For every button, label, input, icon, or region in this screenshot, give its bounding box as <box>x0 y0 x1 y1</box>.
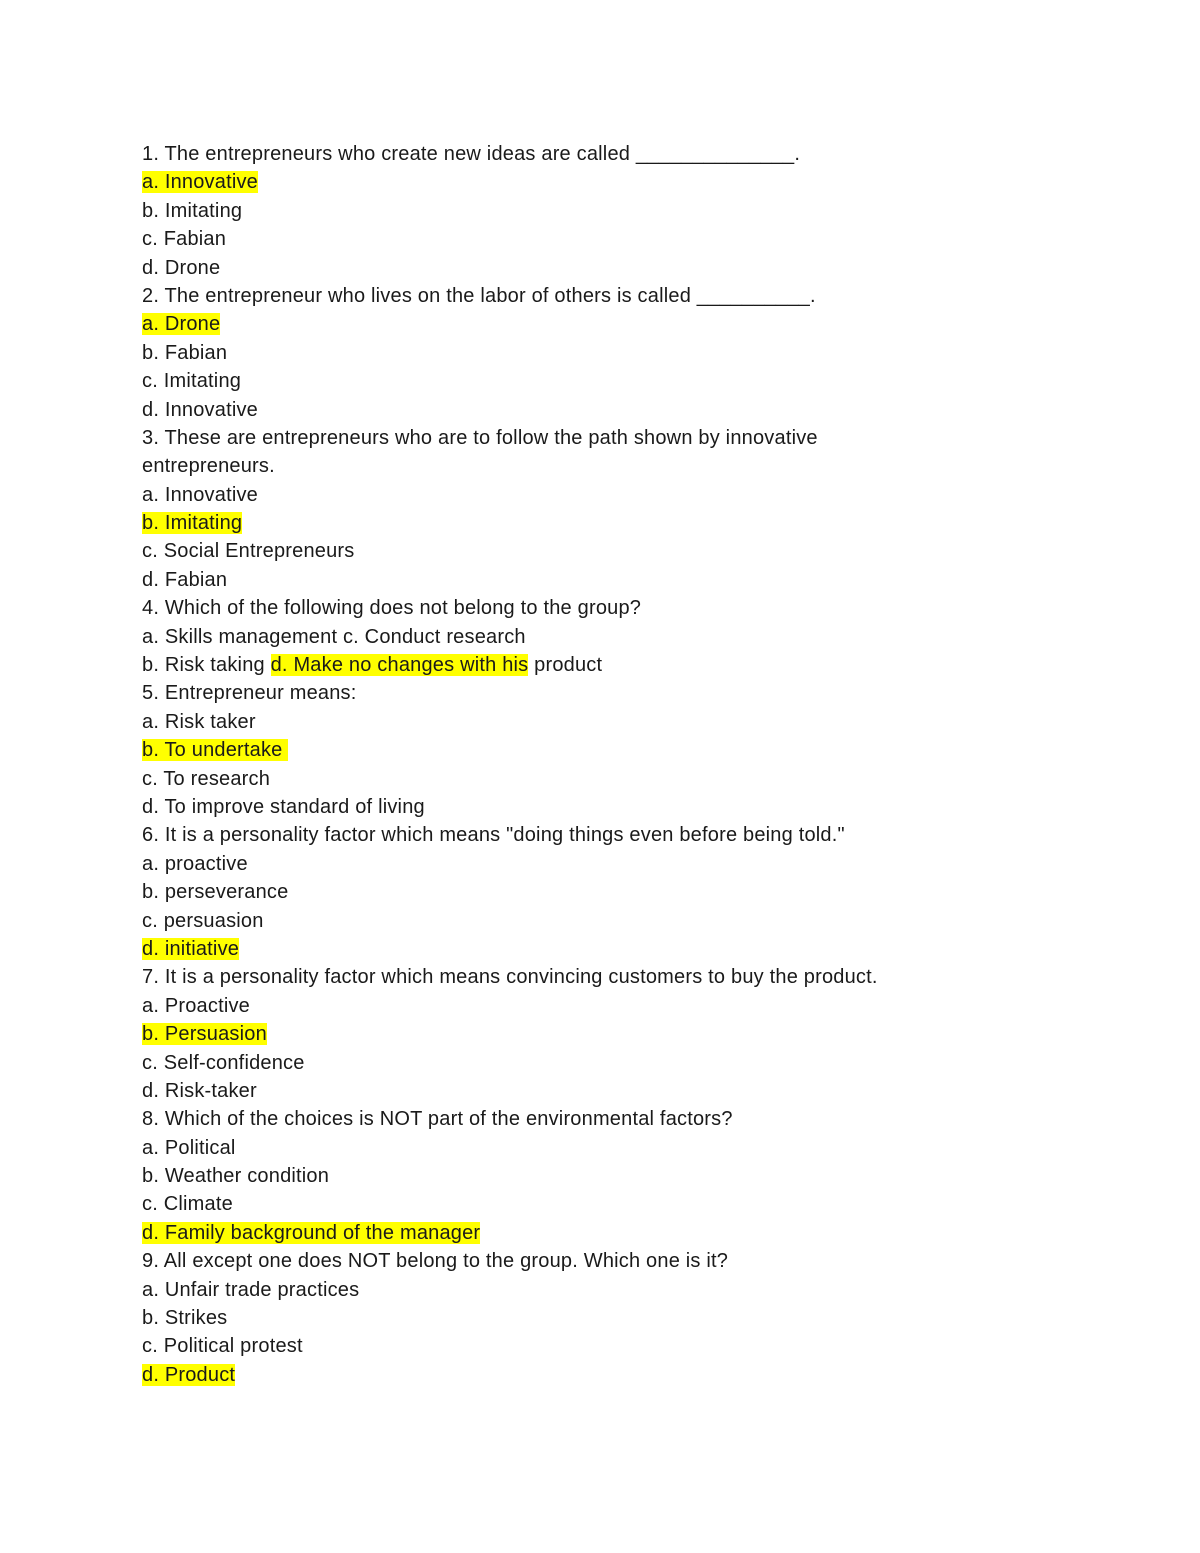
question-2-option-c: c. Imitating <box>142 370 242 393</box>
question-1-option-d: d. Drone <box>142 256 221 279</box>
question-4-options-row-1: a. Skills management c. Conduct research <box>142 625 526 648</box>
question-8-option-d <box>142 1219 1042 1247</box>
question-1-option-a <box>142 168 1042 196</box>
highlighted-answer: b. To undertake <box>142 739 289 762</box>
question-6-option-b: b. perseverance <box>142 881 289 904</box>
question-8-option-b: b. Weather condition <box>142 1165 330 1188</box>
question-1-option-b: b. Imitating <box>142 199 243 222</box>
question-2-option-d: d. Innovative <box>142 398 259 421</box>
question-9-option-a: a. Unfair trade practices <box>142 1278 360 1301</box>
question-6-prompt: 6. It is a personality factor which means "doing things even before being told." <box>142 824 845 847</box>
highlighted-answer: d. initiative <box>142 937 240 960</box>
question-9-option-c: c. Political protest <box>142 1335 303 1358</box>
question-6-option-a: a. proactive <box>142 852 248 875</box>
highlighted-answer: b. Persuasion <box>142 1023 267 1046</box>
question-3-prompt-continued: entrepreneurs. <box>142 455 275 478</box>
question-7-option-b <box>142 1020 1042 1048</box>
question-7-option-d: d. Risk-taker <box>142 1079 257 1102</box>
question-1-prompt: 1. The entrepreneurs who create new ideas are called ______________. <box>142 143 801 165</box>
highlighted-answer: b. Imitating <box>142 512 243 535</box>
question-9-option-d <box>142 1361 1042 1389</box>
question-2-option-b: b. Fabian <box>142 341 228 364</box>
question-8-option-c: c. Climate <box>142 1193 233 1216</box>
option-text-tail: product <box>528 654 603 677</box>
question-7-option-a: a. Proactive <box>142 994 251 1017</box>
question-3-option-c: c. Social Entrepreneurs <box>142 540 355 563</box>
question-2-prompt: 2. The entrepreneur who lives on the labor of others is called __________. <box>142 284 816 307</box>
question-5-prompt: 5. Entrepreneur means: <box>142 682 357 705</box>
option-text: b. Risk taking <box>142 654 271 677</box>
question-1-option-c: c. Fabian <box>142 228 227 251</box>
question-5-option-d: d. To improve standard of living <box>142 795 425 818</box>
highlighted-answer: d. Make no changes with his <box>270 654 529 677</box>
question-8-prompt: 8. Which of the choices is NOT part of the environmental factors? <box>142 1108 733 1131</box>
question-3-option-b <box>142 509 1042 537</box>
question-4-options-row-2 <box>142 651 1042 679</box>
question-4-prompt: 4. Which of the following does not belong to the group? <box>142 597 642 620</box>
question-3-prompt: 3. These are entrepreneurs who are to follow the path shown by innovative <box>142 426 818 449</box>
highlighted-answer: a. Drone <box>142 313 221 336</box>
question-5-option-a: a. Risk taker <box>142 710 256 733</box>
question-7-prompt: 7. It is a personality factor which means convincing customers to buy the product. <box>142 966 878 989</box>
question-5-option-c: c. To research <box>142 767 271 790</box>
question-3-option-a: a. Innovative <box>142 483 259 506</box>
highlighted-answer: d. Product <box>142 1363 236 1386</box>
question-6-option-d <box>142 935 1042 963</box>
highlighted-answer: d. Family background of the manager <box>142 1221 481 1244</box>
question-5-option-b <box>142 736 1042 764</box>
question-7-option-c: c. Self-confidence <box>142 1051 305 1074</box>
question-3-option-d: d. Fabian <box>142 568 228 591</box>
question-6-option-c: c. persuasion <box>142 909 264 932</box>
quiz-content <box>142 140 1042 1389</box>
question-9-prompt: 9. All except one does NOT belong to the group. Which one is it? <box>142 1250 729 1273</box>
question-8-option-a: a. Political <box>142 1136 236 1159</box>
question-2-option-a <box>142 310 1042 338</box>
highlighted-answer: a. Innovative <box>142 171 259 194</box>
question-9-option-b: b. Strikes <box>142 1307 228 1330</box>
